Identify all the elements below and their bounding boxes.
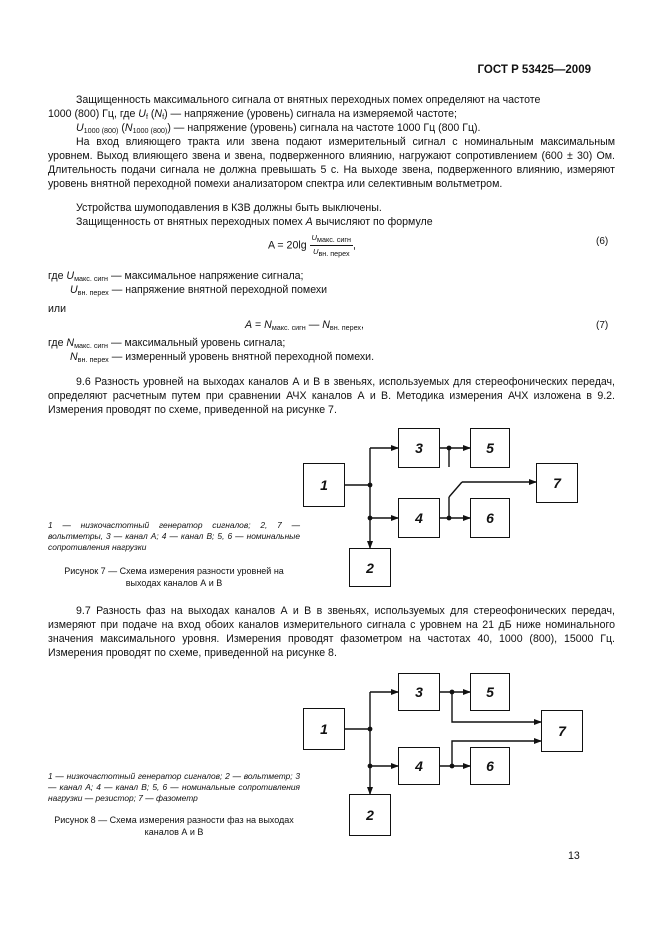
eq6-num-sym: U [311, 233, 318, 242]
subscript: f [162, 112, 165, 121]
fig8-junction [368, 727, 373, 732]
figure-8-caption: Рисунок 8 — Схема измерения разности фаз на выходах каналов А и В [54, 815, 294, 837]
minus-sign: — [305, 319, 323, 331]
equation-7-number: (7) [596, 320, 609, 331]
symbol-a: A [305, 216, 313, 228]
eq6-lhs: A = 20lg [268, 239, 307, 252]
p4-text-end: вычисляют по формуле [312, 216, 433, 228]
fig7-switch [449, 482, 462, 497]
where-desc: — максимальный уровень сигнала; [108, 337, 286, 349]
eq6-den-sub: вн. перех [318, 249, 350, 258]
where-desc: — максимальное напряжение сигнала; [108, 270, 304, 282]
symbol-u: U [138, 108, 146, 120]
fig8-block-1-generator: 1 [303, 708, 345, 750]
fig7-junction [447, 446, 452, 451]
equation-6-number: (6) [596, 236, 609, 247]
symbol-n: N [124, 122, 133, 134]
subscript: макс. сигн [271, 323, 306, 332]
symbol-n: N [154, 108, 163, 120]
subscript: вн. перех [77, 355, 109, 364]
symbol-u: U [76, 122, 84, 134]
where-desc: — измеренный уровень внятной переходной помехи. [108, 351, 375, 363]
subscript: макс. сигн [74, 341, 109, 350]
eq6-num-sub: макс. сигн [317, 235, 351, 244]
symbol-n: N [264, 319, 272, 331]
p1-line-1: Защищенность максимального сигнала от внятных переходных помех определяют на частоте [76, 94, 541, 106]
where-desc: — напряжение внятной переходной помехи [108, 284, 328, 296]
fig8-block-3-channel-a: 3 [398, 673, 440, 711]
symbol-n: N [70, 351, 78, 363]
subscript: 1000 (800) [83, 126, 119, 135]
subscript: вн. перех [77, 288, 109, 297]
fig8-block-2-voltmeter: 2 [349, 794, 391, 836]
fig7-block-7-voltmeter: 7 [536, 463, 578, 503]
subscript: макс. сигн [74, 274, 109, 283]
paragraph-9-7: 9.7 Разность фаз на выходах каналов А и В в звеньях, используемых для стереофонических передач, измеряют при подаче на вход обоих каналов измерительного сигнала с уровнем на 21 дБ ниже номинального значения максимального уровня. Измерения проводят фазометром на частотах 40, 1000 (800), 15000 Гц. Измерения проводят по схеме, приведенной на рисунке 8. [48, 605, 615, 659]
subscript: вн. перех [329, 323, 362, 332]
fig7-junction [368, 483, 373, 488]
p1-l3-paren: ( [118, 122, 125, 134]
symbol-a: A [245, 319, 253, 331]
paragraph-noise-reduction: Устройства шумоподавления в КЗВ должны быть выключены. [76, 202, 382, 214]
subscript: f [145, 112, 148, 121]
fig7-junction [447, 516, 452, 521]
fig7-block-3-channel-a: 3 [398, 428, 440, 468]
where-label: где [48, 337, 67, 349]
symbol-u: U [70, 284, 78, 296]
figure-7-caption: Рисунок 7 — Схема измерения разности уровней на выходах каналов А и В [64, 566, 284, 588]
symbol-n: N [66, 337, 75, 349]
fig8-block-4-channel-b: 4 [398, 747, 440, 785]
fig8-block-6-resistor: 6 [470, 747, 510, 785]
where-label: где [48, 270, 67, 282]
subscript: 1000 (800) [132, 126, 168, 135]
eq6-comma: , [352, 239, 356, 252]
fig7-block-5-load: 5 [470, 428, 510, 468]
figure-8-legend: 1 — низкочастотный генератор сигналов; 2 — вольтметр; 3 — канал А; 4 — канал В; 5, 6 — номинальные сопротивления нагрузки — резистор; 7 — фазометр [48, 771, 300, 803]
eq7-comma: , [361, 319, 364, 331]
fig7-block-6-load: 6 [470, 498, 510, 538]
page-number: 13 [568, 850, 580, 862]
p4-text: Защищенность от внятных переходных помех [76, 216, 306, 228]
eq-sign: = [252, 319, 265, 331]
fig8-block-7-phasemeter: 7 [541, 710, 583, 752]
fig7-block-4-channel-b: 4 [398, 498, 440, 538]
fig7-block-2-voltmeter: 2 [349, 548, 391, 587]
paragraph-9-6: 9.6 Разность уровней на выходах каналов А и В в звеньях, используемых для стереофонических передач, определяют расчетным путем при сравнении АЧХ каналов А и В. Методика измерения АЧХ изложена в 9.2. Измерения проводят по схеме, приведенной на рисунке 7. [48, 376, 615, 416]
figure-7-legend: 1 — низкочастотный генератор сигналов; 2, 7 — вольтметры, 3 — канал А; 4 — канал В; 5, 6 — номинальные сопротивления нагрузки [48, 520, 300, 552]
fig8-block-5-resistor: 5 [470, 673, 510, 711]
p1-l2-desc: ) — напряжение (уровень) сигнала на измеряемой частоте; [164, 108, 457, 120]
symbol-u: U [66, 270, 75, 282]
paragraph-measurement-setup: На вход влияющего тракта или звена подают измерительный сигнал с номинальным максимальным уровнем. Выход влияющего звена и звена, подверженного влиянию, нагружают сопротивлением (600 ± 30) Ом. Длительность подачи сигнала не должна превышать 5 с. На выходе звена, подверженного влиянию, измеряют уровень внятной переходной помехи анализатором спектра или селективным вольтметром. [48, 136, 615, 190]
p1-l2-paren: ( [147, 108, 155, 120]
symbol-n: N [322, 319, 330, 331]
document-standard-number: ГОСТ Р 53425—2009 [477, 64, 591, 76]
fig8-junction [450, 764, 455, 769]
fig8-junction [450, 690, 455, 695]
fig8-junction [368, 764, 373, 769]
or-word: или [48, 303, 67, 315]
p1-l2-text: 1000 (800) Гц, где [48, 108, 139, 120]
fig7-junction [368, 516, 373, 521]
eq6-den-sym: U [312, 247, 319, 256]
fig7-block-1-generator: 1 [303, 463, 345, 507]
p1-l3-desc: ) — напряжение (уровень) сигнала на частоте 1000 Гц (800 Гц). [167, 122, 481, 134]
